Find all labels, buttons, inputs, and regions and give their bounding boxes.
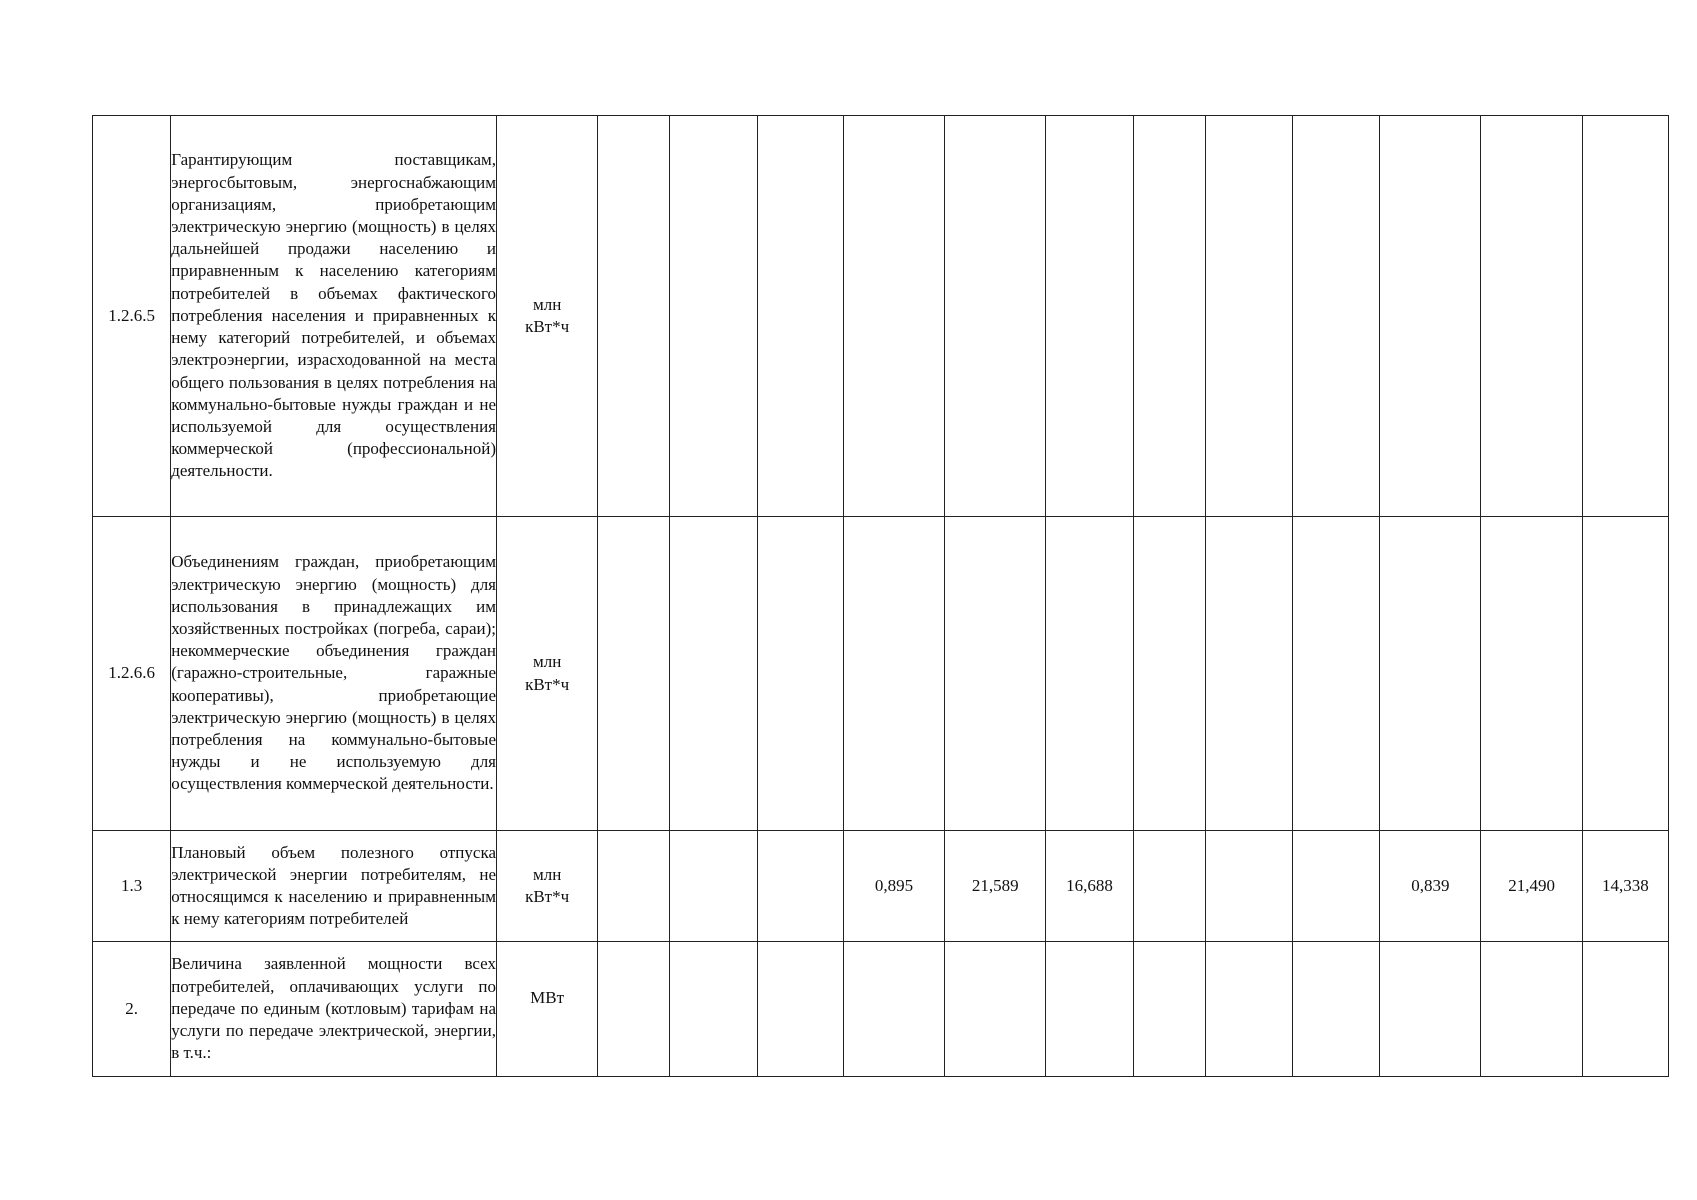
value-cell: 0,895 [843, 831, 944, 942]
value-cell [1481, 116, 1582, 517]
value-cell [1582, 116, 1668, 517]
value-cell [598, 517, 670, 831]
value-cell [1582, 517, 1668, 831]
row-description: Гарантирующим поставщикам, энергосбытовым, энергоснабжающим организациям, приобретающим электрическую энергию (мощность) в целях дальнейшей продажи населению и приравненным к населению категориям потребителей в объемах фактического потребления населения и приравненных к нему категорий потребителей, и объемах электроэнергии, израсходованной на места общего пользования в целях потребления на коммунально-бытовые нужды граждан и не используемой для осуществления коммерческой (профессиональной) деятельности. [171, 116, 497, 517]
row-unit [497, 116, 598, 517]
row-unit [497, 517, 598, 831]
unit-line-2: кВт*ч [525, 887, 570, 906]
value-cell [1292, 517, 1379, 831]
value-cell [945, 517, 1046, 831]
value-cell [757, 831, 843, 942]
value-cell: 21,589 [945, 831, 1046, 942]
value-cell [843, 942, 944, 1077]
value-cell [1133, 517, 1205, 831]
value-cell [670, 116, 757, 517]
row-description: Объединениям граждан, приобретающим электрическую энергию (мощность) для использования в принадлежащих им хозяйственных постройках (погреба, сараи); некоммерческие объединения граждан (гаражно-строительные, гаражные кооперативы), приобретающие электрическую энергию (мощность) в целях потребления на коммунально-бытовые нужды и не используемую для осуществления коммерческой деятельности. [171, 517, 497, 831]
data-table [92, 115, 1669, 1077]
value-cell [757, 517, 843, 831]
table-row [93, 517, 1669, 831]
value-cell [598, 942, 670, 1077]
value-cell [1133, 942, 1205, 1077]
row-description: Величина заявленной мощности всех потребителей, оплачивающих услуги по передаче по единым (котловым) тарифам на услуги по передаче электрической, энергии, в т.ч.: [171, 942, 497, 1077]
row-unit [497, 831, 598, 942]
value-cell [843, 116, 944, 517]
row-unit [497, 942, 598, 1077]
value-cell [757, 942, 843, 1077]
row-number: 2. [93, 942, 171, 1077]
table-row [93, 116, 1669, 517]
unit-line-2: кВт*ч [525, 317, 570, 336]
value-cell [1133, 831, 1205, 942]
unit-line-1: млн [532, 652, 562, 672]
value-cell: 0,839 [1380, 831, 1481, 942]
value-cell [1205, 517, 1292, 831]
table-row [93, 942, 1669, 1077]
value-cell [1380, 517, 1481, 831]
value-cell [1205, 831, 1292, 942]
value-cell [670, 517, 757, 831]
value-cell [1582, 942, 1668, 1077]
table-row [93, 831, 1669, 942]
row-description: Плановый объем полезного отпуска электрической энергии потребителям, не относящимся к населению и приравненным к нему категориям потребителей [171, 831, 497, 942]
value-cell: 14,338 [1582, 831, 1668, 942]
value-cell: 16,688 [1046, 831, 1133, 942]
row-number: 1.2.6.6 [93, 517, 171, 831]
value-cell: 21,490 [1481, 831, 1582, 942]
value-cell [1380, 942, 1481, 1077]
value-cell [843, 517, 944, 831]
row-number: 1.2.6.5 [93, 116, 171, 517]
unit-line-2: кВт*ч [525, 674, 570, 694]
value-cell [1481, 942, 1582, 1077]
value-cell [1292, 942, 1379, 1077]
value-cell [1046, 517, 1133, 831]
value-cell [1205, 942, 1292, 1077]
value-cell [598, 116, 670, 517]
value-cell [1046, 942, 1133, 1077]
value-cell [1205, 116, 1292, 517]
value-cell [1380, 116, 1481, 517]
unit-line-1: млн [532, 294, 562, 314]
row-number: 1.3 [93, 831, 171, 942]
value-cell [1046, 116, 1133, 517]
unit-line-1: МВт [530, 987, 565, 1007]
value-cell [1292, 116, 1379, 517]
value-cell [945, 942, 1046, 1077]
value-cell [598, 831, 670, 942]
value-cell [1133, 116, 1205, 517]
value-cell [670, 942, 757, 1077]
value-cell [757, 116, 843, 517]
value-cell [945, 116, 1046, 517]
unit-line-1: млн [532, 864, 562, 884]
value-cell [1292, 831, 1379, 942]
value-cell [670, 831, 757, 942]
value-cell [1481, 517, 1582, 831]
